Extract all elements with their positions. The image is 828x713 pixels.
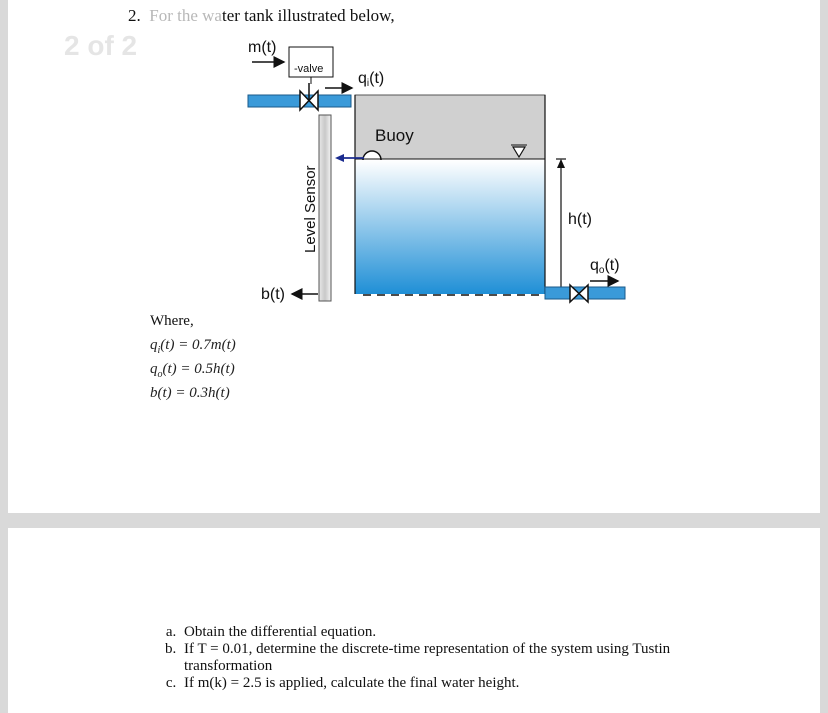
where-label: Where, [150, 313, 194, 329]
valve-label: -valve [294, 63, 324, 75]
qi-label: qi(t) [358, 70, 385, 89]
level-sensor-label: Level Sensor [302, 165, 319, 253]
bt-label: b(t) [261, 286, 285, 303]
equation-qo: $q_o(t) = 0.5h(t)$ [150, 361, 235, 380]
equation-qi: $q_i(t) = 0.7m(t)$ [150, 337, 236, 356]
task-list [158, 624, 760, 692]
buoy-label: Buoy [375, 126, 414, 145]
task-c: c. If m(k) = 2.5 is applied, calculate the final water height. [180, 675, 760, 692]
page-indicator: 2 of 2 [64, 30, 138, 61]
task-b: b. If T = 0.01, determine the discrete-time representation of the system using Tustin transformation [180, 641, 760, 675]
task-a: a. Obtain the differential equation. [180, 624, 760, 641]
level-sensor [319, 115, 331, 301]
mt-label: m(t) [248, 39, 277, 56]
page-1 [8, 0, 820, 513]
water [355, 160, 545, 294]
page-2 [8, 528, 820, 713]
equation-bt: b(t) = 0.3h(t) [150, 385, 230, 401]
question-title: 2. For the water tank illustrated below, [128, 6, 395, 25]
water-tank-diagram [8, 0, 820, 513]
ht-label: h(t) [568, 211, 592, 228]
qo-label: qo(t) [590, 257, 620, 276]
